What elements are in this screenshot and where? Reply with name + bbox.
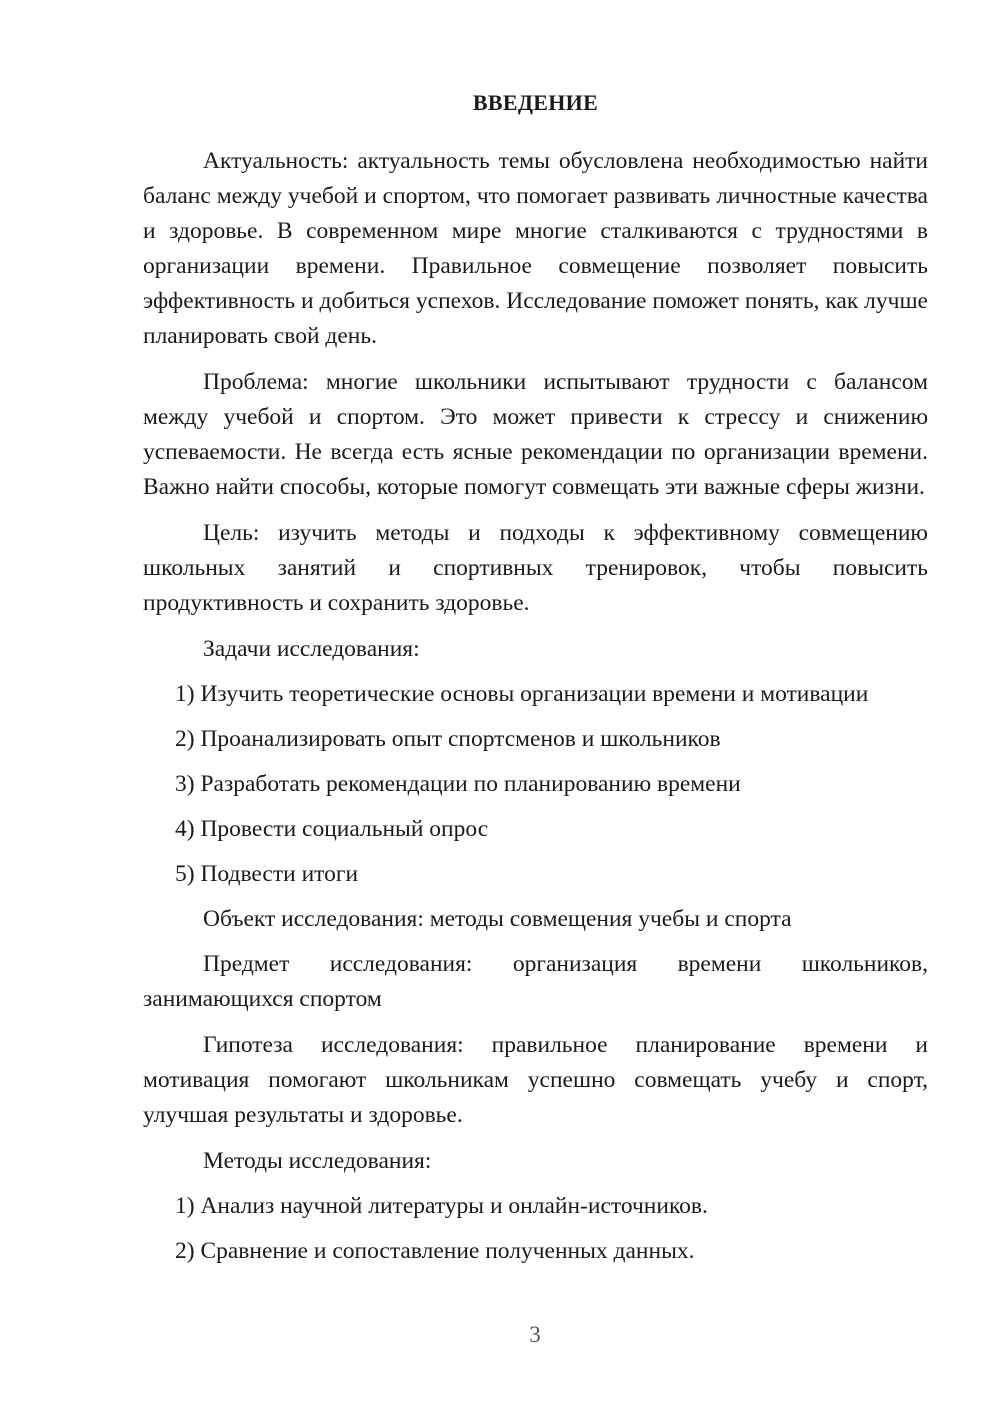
task-item: 3) Разработать рекомендации по планированию времени xyxy=(175,771,741,797)
document-title: ВВЕДЕНИЕ xyxy=(472,90,599,115)
goal-paragraph: Цель: изучить методы и подходы к эффективному совмещению школьных занятий и спортивных тренировок, чтобы повысить продуктивность и сохранить здоровье. xyxy=(143,520,928,616)
method-item: 1) Анализ научной литературы и онлайн-источников. xyxy=(175,1193,708,1219)
hypothesis-paragraph: Гипотеза исследования: правильное планирование времени и мотивация помогают школьникам успешно совмещать учебу и спорт, улучшая результаты и здоровье. xyxy=(143,1032,928,1128)
method-item: 2) Сравнение и сопоставление полученных данных. xyxy=(175,1238,695,1264)
relevance-paragraph: Актуальность: актуальность темы обусловлена необходимостью найти баланс между учебой и спортом, что помогает развивать личностные качества и здоровье. В современном мире многие сталкиваются с трудностями в организации времени. Правильное совмещение позволяет повысить эффективность и добиться успехов. Исследование поможет понять, как лучше планировать свой день. xyxy=(143,148,928,349)
task-item: 2) Проанализировать опыт спортсменов и школьников xyxy=(175,726,721,752)
task-item: 1) Изучить теоретические основы организации времени и мотивации xyxy=(175,681,869,707)
methods-list xyxy=(143,1189,928,1269)
task-item: 5) Подвести итоги xyxy=(175,861,359,887)
page-number: 3 xyxy=(529,1322,541,1347)
problem-paragraph: Проблема: многие школьники испытывают трудности с балансом между учебой и спортом. Это может привести к стрессу и снижению успеваемости. Не всегда есть ясные рекомендации по организации времени. Важно найти способы, которые помогут совмещать эти важные сферы жизни. xyxy=(143,369,928,500)
methods-heading: Методы исследования: xyxy=(203,1148,432,1174)
document-page xyxy=(143,88,928,1279)
tasks-list xyxy=(143,677,928,892)
object-paragraph: Объект исследования: методы совмещения учебы и спорта xyxy=(203,906,792,932)
subject-paragraph: Предмет исследования: организация времени школьников, занимающихся спортом xyxy=(143,951,928,1012)
tasks-heading: Задачи исследования: xyxy=(203,636,420,662)
task-item: 4) Провести социальный опрос xyxy=(175,816,489,842)
